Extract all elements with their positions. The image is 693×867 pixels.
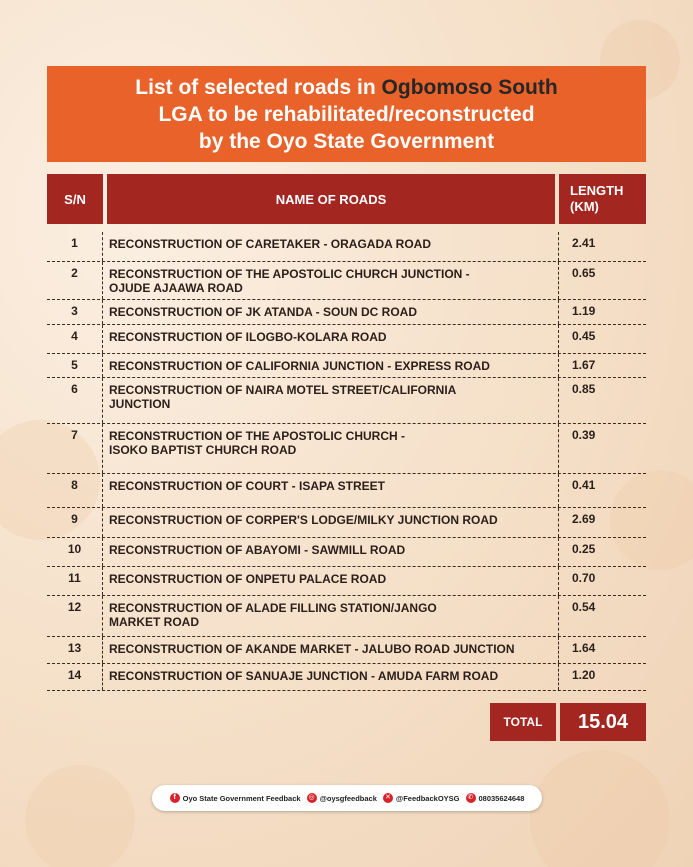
title-line-1: [47, 74, 646, 101]
row-road-name-line2: ISOKO BAPTIST CHURCH ROAD: [109, 443, 297, 457]
title-line-3: by the Oyo State Government: [198, 129, 495, 153]
column-header-length-line1: LENGTH: [570, 183, 624, 198]
row-sn: 8: [47, 474, 103, 507]
x-contact[interactable]: [383, 793, 460, 803]
row-sn: 13: [47, 637, 103, 663]
row-sn: 10: [47, 538, 103, 566]
column-header-sn: S/N: [47, 174, 103, 224]
row-length: 0.41: [572, 478, 596, 492]
row-road-name-line1: RECONSTRUCTION OF ABAYOMI - SAWMILL ROAD: [109, 543, 406, 557]
row-length: 1.19: [572, 304, 596, 318]
row-road-name-line1: RECONSTRUCTION OF CORPER'S LODGE/MILKY JUNCTION ROAD: [109, 513, 498, 527]
table-row: [47, 378, 646, 424]
row-length: 0.70: [572, 571, 596, 585]
row-road-name: [103, 538, 559, 566]
row-road-name-line1: RECONSTRUCTION OF CALIFORNIA JUNCTION - EXPRESS ROAD: [109, 359, 490, 373]
table-row: [47, 232, 646, 262]
row-road-name-line1: RECONSTRUCTION OF NAIRA MOTEL STREET/CALIFORNIA: [109, 383, 457, 397]
total-label: TOTAL: [490, 703, 556, 741]
total-value: 15.04: [560, 703, 646, 741]
contact-footer: [152, 785, 542, 811]
row-road-name: [103, 300, 559, 324]
row-road-name: [103, 424, 559, 473]
title-line-1-text: List of selected roads in: [135, 75, 382, 99]
table-row: [47, 325, 646, 354]
instagram-icon: ◎: [308, 794, 315, 801]
row-road-name-line1: RECONSTRUCTION OF COURT - ISAPA STREET: [109, 479, 385, 493]
row-road-name-line1: RECONSTRUCTION OF CARETAKER - ORAGADA ROAD: [109, 237, 431, 251]
row-road-name: [103, 325, 559, 353]
roads-table: [47, 232, 646, 691]
row-road-name: [103, 354, 559, 377]
row-road-name: [103, 664, 559, 690]
facebook-contact[interactable]: [170, 793, 301, 803]
table-row: [47, 474, 646, 508]
table-row: [47, 424, 646, 474]
column-header-length: [559, 174, 646, 224]
whatsapp-contact[interactable]: [466, 793, 525, 803]
whatsapp-text: 08035624648: [478, 793, 525, 803]
table-row: [47, 637, 646, 664]
row-sn: 4: [47, 325, 103, 353]
row-length: 1.20: [572, 668, 596, 682]
row-road-name-line1: RECONSTRUCTION OF ALADE FILLING STATION/JANGO: [109, 601, 437, 615]
row-length: 0.85: [572, 382, 596, 396]
row-sn: 7: [47, 424, 103, 473]
row-road-name: [103, 596, 559, 636]
row-road-name: [103, 637, 559, 663]
row-length: 2.69: [572, 512, 596, 526]
row-road-name-line1: RECONSTRUCTION OF AKANDE MARKET - JALUBO ROAD JUNCTION: [109, 642, 515, 656]
row-road-name-line1: RECONSTRUCTION OF THE APOSTOLIC CHURCH -: [109, 429, 405, 443]
row-road-name: [103, 474, 559, 507]
row-road-name-line1: RECONSTRUCTION OF JK ATANDA - SOUN DC ROAD: [109, 305, 417, 319]
table-row: [47, 508, 646, 538]
row-length: 0.39: [572, 428, 596, 442]
table-row: [47, 354, 646, 378]
whatsapp-icon: ✆: [466, 793, 476, 803]
row-sn: 2: [47, 262, 103, 299]
row-road-name-line1: RECONSTRUCTION OF ILOGBO-KOLARA ROAD: [109, 330, 387, 344]
row-road-name: [103, 508, 559, 537]
table-row: [47, 262, 646, 300]
row-length: 0.54: [572, 600, 596, 614]
row-sn: 9: [47, 508, 103, 537]
x-icon: ✕: [383, 793, 393, 803]
table-row: [47, 596, 646, 637]
row-sn: 3: [47, 300, 103, 324]
row-road-name-line2: MARKET ROAD: [109, 615, 199, 629]
instagram-text: @oysgfeedback: [319, 793, 377, 803]
row-length: 1.67: [572, 358, 596, 372]
table-row: [47, 300, 646, 325]
title-highlight: Ogbomoso South: [381, 75, 558, 99]
row-road-name-line1: RECONSTRUCTION OF SANUAJE JUNCTION - AMUDA FARM ROAD: [109, 669, 499, 683]
row-road-name: [103, 232, 559, 261]
row-road-name: [103, 378, 559, 423]
row-sn: 1: [47, 232, 103, 261]
row-sn: 5: [47, 354, 103, 377]
row-road-name-line1: RECONSTRUCTION OF THE APOSTOLIC CHURCH JUNCTION -: [109, 267, 470, 281]
row-road-name: [103, 262, 559, 299]
row-sn: 6: [47, 378, 103, 423]
table-row: [47, 567, 646, 596]
row-road-name-line1: RECONSTRUCTION OF ONPETU PALACE ROAD: [109, 572, 387, 586]
row-sn: 11: [47, 567, 103, 595]
row-length: 0.65: [572, 266, 596, 280]
title-line-2: LGA to be rehabilitated/reconstructed: [158, 102, 535, 126]
facebook-text: Oyo State Government Feedback: [182, 793, 301, 803]
row-road-name: [103, 567, 559, 595]
table-row: [47, 538, 646, 567]
page-title-banner: [47, 66, 646, 162]
row-length: 1.64: [572, 641, 596, 655]
row-length: 2.41: [572, 236, 596, 250]
row-length: 0.45: [572, 329, 596, 343]
table-row: [47, 664, 646, 691]
column-header-name: NAME OF ROADS: [107, 174, 555, 224]
row-sn: 14: [47, 664, 103, 690]
row-sn: 12: [47, 596, 103, 636]
column-header-length-line2: (KM): [570, 199, 599, 214]
instagram-contact[interactable]: [307, 793, 377, 803]
row-road-name-line2: OJUDE AJAAWA ROAD: [109, 281, 243, 295]
x-text: @FeedbackOYSG: [395, 793, 460, 803]
row-road-name-line2: JUNCTION: [109, 397, 171, 411]
facebook-icon: f: [170, 793, 180, 803]
row-length: 0.25: [572, 542, 596, 556]
